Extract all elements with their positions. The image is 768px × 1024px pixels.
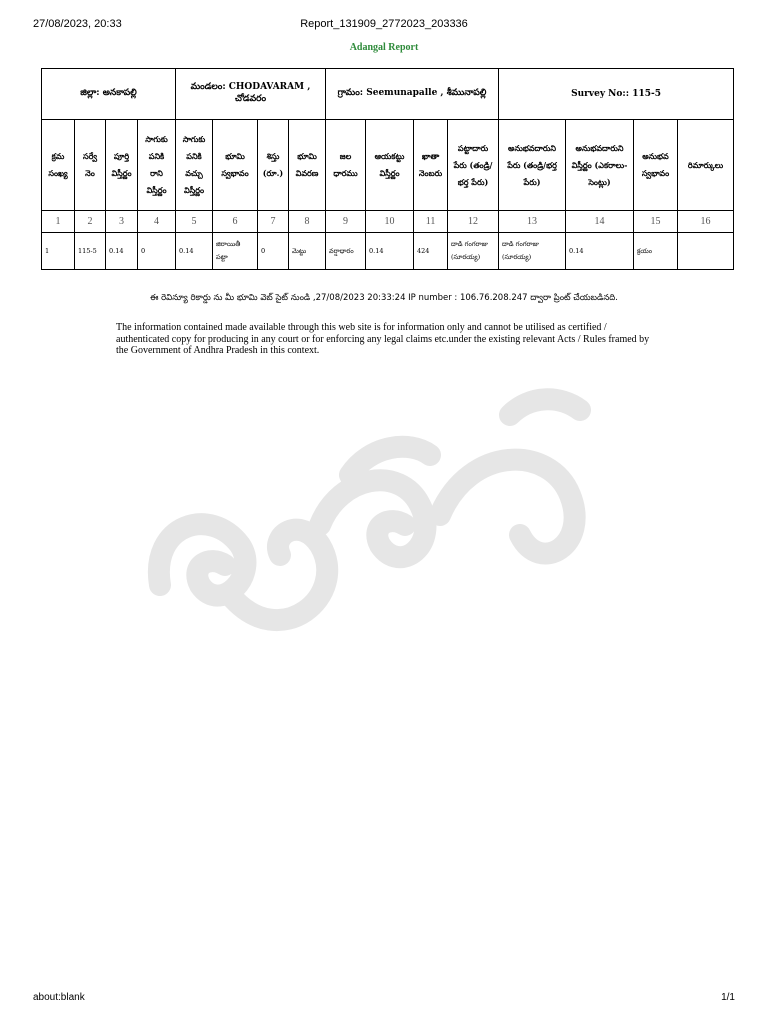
column-header: అనుభవదారుని పేరు (తండ్రి/భర్త పేరు): [499, 120, 566, 211]
disclaimer-text: The information contained made available through this web site is for information only and cannot be utilised as certified / authenticated copy for producing in any court or for enforcing any legal claims etc.under the existing relevant Acts / Rules framed by the Government of Andhra Pradesh in this context.: [116, 322, 650, 356]
column-number: 4: [138, 211, 176, 233]
table-cell: 0.14: [566, 233, 634, 270]
column-header: భూమి వివరణ: [289, 120, 326, 211]
column-number: 2: [75, 211, 106, 233]
column-header: అనుభవదారుని విస్తీర్ణం (ఎకరాలు-సెంట్లు): [566, 120, 634, 211]
column-header: పట్టాదారు పేరు (తండ్రి/ భర్త పేరు): [448, 120, 499, 211]
column-header: సర్వే నెం: [75, 120, 106, 211]
village-cell: గ్రామం: Seemunapalle , శీమునాపల్లి: [326, 69, 499, 120]
survey-cell: Survey No:: 115-5: [499, 69, 734, 120]
column-number: 5: [176, 211, 213, 233]
table-cell: 0: [138, 233, 176, 270]
table-cell: జిరాయితీ పట్టా: [213, 233, 258, 270]
column-number: 12: [448, 211, 499, 233]
column-number: 1: [42, 211, 75, 233]
document-title: Report_131909_2772023_203336: [300, 18, 468, 30]
table-cell: 1: [42, 233, 75, 270]
table-cell: 115-5: [75, 233, 106, 270]
column-header: క్రమ సంఖ్య: [42, 120, 75, 211]
column-number: 10: [366, 211, 414, 233]
column-number: 15: [634, 211, 678, 233]
column-header: సాగుకు పనికి వచ్చు విస్తీర్ణం: [176, 120, 213, 211]
mandal-cell: మండలం: CHODAVARAM , చోడవరం: [176, 69, 326, 120]
column-number: 14: [566, 211, 634, 233]
page-number: 1/1: [721, 992, 735, 1003]
column-header: ఖాతా నెంబరు: [414, 120, 448, 211]
table-cell: 424: [414, 233, 448, 270]
column-header: అనుభవ స్వభావం: [634, 120, 678, 211]
table-cell: దాడి గంగరాజు (సూరయ్య): [448, 233, 499, 270]
district-cell: జిల్లా: అనకాపల్లి: [42, 69, 176, 120]
column-number: 8: [289, 211, 326, 233]
column-header: పూర్తి విస్తీర్ణం: [106, 120, 138, 211]
column-header: భూమి స్వభావం: [213, 120, 258, 211]
table-cell: క్రయం: [634, 233, 678, 270]
table-cell: 0.14: [176, 233, 213, 270]
page-url: about:blank: [33, 992, 85, 1003]
table-cell: 0.14: [366, 233, 414, 270]
table-cell: 0: [258, 233, 289, 270]
column-number: 16: [678, 211, 734, 233]
column-header: సాగుకు పనికి రాని విస్తీర్ణం: [138, 120, 176, 211]
column-number: 6: [213, 211, 258, 233]
mee-bhoomi-watermark: [140, 355, 600, 655]
column-number: 7: [258, 211, 289, 233]
table-cell: 0.14: [106, 233, 138, 270]
print-info: ఈ రెవిన్యూ రికార్డు ను మీ భూమి వెబ్ సైట్ నుండి ,27/08/2023 20:33:24 IP number : 106.76.208.247 ద్వారా ప్రింట్ చేయబడినది.: [149, 293, 618, 303]
column-header: జల ధారము: [326, 120, 366, 211]
adangal-table: [41, 68, 734, 270]
column-number: 11: [414, 211, 448, 233]
print-datetime: 27/08/2023, 20:33: [33, 18, 122, 30]
column-header: శిస్తు (రూ.): [258, 120, 289, 211]
column-header: ఆయకట్టు విస్తీర్ణం: [366, 120, 414, 211]
table-cell: మెట్టు: [289, 233, 326, 270]
column-number: 13: [499, 211, 566, 233]
column-header: రిమార్కులు: [678, 120, 734, 211]
table-cell: [678, 233, 734, 270]
report-title: Adangal Report: [349, 42, 419, 53]
column-number: 9: [326, 211, 366, 233]
column-number: 3: [106, 211, 138, 233]
table-cell: దాడి గంగరాజు (సూరయ్య): [499, 233, 566, 270]
table-row: [42, 233, 734, 270]
table-cell: వర్షాధారం: [326, 233, 366, 270]
